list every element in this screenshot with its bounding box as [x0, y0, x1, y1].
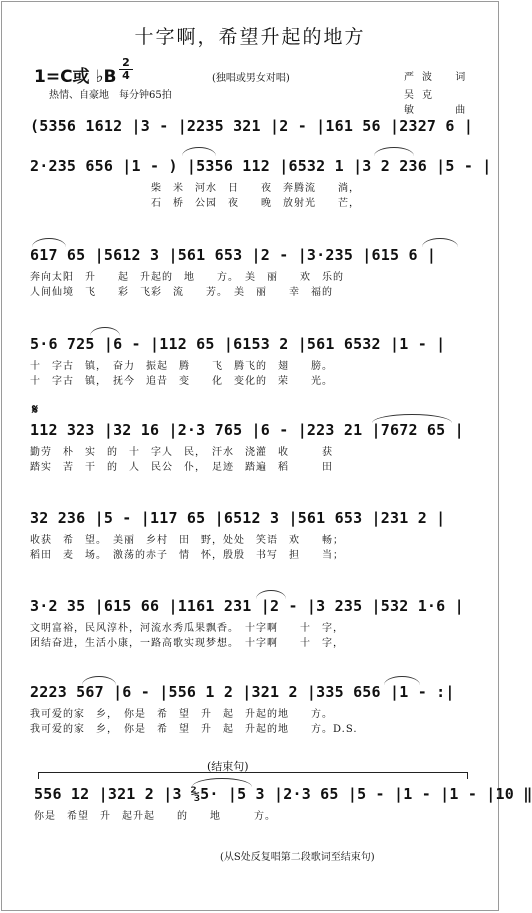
- lyric-line-verse-1: 柴 米 河水 日 夜 奔腾流 淌，: [30, 183, 360, 194]
- music-system-5: [30, 414, 466, 475]
- lyric-line-ending: 你是 希望 升 起升起 的 地 方。: [34, 811, 276, 822]
- lyric-line-verse-2: 人间仙境 飞 彩 飞彩 流 芳。 美 丽 幸 福的: [30, 287, 333, 298]
- lyric-line-verse-1: 我可爱的家 乡， 你是 希 望 升 起 升起的地 方。: [30, 709, 333, 720]
- lyric-line-verse-2: 我可爱的家 乡， 你是 希 望 升 起 升起的地 方。D.S.: [30, 724, 358, 735]
- slur-mark: [374, 147, 414, 156]
- composer-role: 曲: [455, 105, 466, 116]
- time-signature: [119, 58, 133, 81]
- notation-line: 2223 567 |6 - |556 1 2 |321 2 |335 656 |1 - :|: [30, 683, 455, 701]
- performance-note: (独唱或男女对唱): [212, 73, 290, 84]
- segno-sign: 𝄋: [32, 402, 39, 418]
- tempo-marking: 热情、自豪地 每分钟65拍: [49, 90, 172, 101]
- lyric-line-verse-2: 稻田 麦 场。 激荡的赤子 情 怀，殷殷 书写 担 当；: [30, 550, 344, 561]
- music-system-7: [30, 590, 466, 651]
- music-system-8: [30, 676, 466, 737]
- notation-line: 2·235 656 |1 - ) |5356 112 |6532 1 |3 2 236 |5 - |: [30, 157, 492, 175]
- repeat-instruction: (从S处反复唱第二段歌词至结束句): [220, 852, 375, 863]
- lyric-line-verse-1: 勤劳 朴 实 的 十 字人 民， 汗水 浇灌 收 获: [30, 447, 333, 458]
- notation-line: (5356 1612 |3 - |2235 321 |2 - |161 56 |2327 6 |: [30, 117, 474, 135]
- lyric-line-verse-1: 十 字古 镇， 奋力 振起 腾 飞 腾飞的 翅 膀。: [30, 361, 333, 372]
- lyric-line-verse-1: 奔向太阳 升 起 升起的 地 方。 美 丽 欢 乐的: [30, 272, 344, 283]
- lyric-line-verse-2: 团结奋进，生活小康，一路高歌实现梦想。 十字啊 十 字，: [30, 638, 344, 649]
- notation-line: 112 323 |32 16 |2·3 765 |6 - |223 21 |7672 65 |: [30, 421, 464, 439]
- notation-line: 5·6 725 |6 - |112 65 |6153 2 |561 6532 |1 - |: [30, 335, 446, 353]
- lyricist-credit: [404, 68, 465, 83]
- ending-label: (结束句): [207, 760, 249, 773]
- score-sheet: [1, 1, 532, 911]
- notation-line: 32 236 |5 - |117 65 |6512 3 |561 653 |231 2 |: [30, 509, 446, 527]
- music-system-6: [30, 502, 466, 563]
- music-system-1: [30, 110, 474, 141]
- music-system-3: [30, 239, 466, 300]
- key-signature: 1=C或 ♭B: [34, 67, 117, 87]
- song-title: 十字啊，希望升起的地方: [134, 26, 366, 48]
- composer-name: 吴克敏: [404, 90, 440, 116]
- notation-line: 556 12 |321 2 |3 ⅔5· |5 3 |2·3 65 |5 - |1 - |1 - |10 ‖: [34, 785, 532, 803]
- slur-mark: [182, 147, 216, 156]
- music-system-2: [30, 150, 492, 211]
- meter-bottom: 4: [122, 69, 130, 82]
- music-system-4: [30, 328, 466, 389]
- lyric-line-verse-1: 文明富裕，民风淳朴，河流水秀瓜果飘香。 十字啊 十 字，: [30, 623, 344, 634]
- notation-line: 617 65 |5612 3 |561 653 |2 - |3·235 |615 6 |: [30, 246, 437, 264]
- lyric-line-verse-2: 十 字古 镇， 抚今 追昔 变 化 变化的 荣 光。: [30, 376, 333, 387]
- lyric-line-verse-2: 踏实 苦 干 的 人 民公 仆， 足迹 踏遍 稻 田: [30, 462, 333, 473]
- lyricist-role: 词: [455, 72, 466, 83]
- lyricist-name: 严波: [404, 72, 440, 83]
- notation-line: 3·2 35 |615 66 |1161 231 |2 - |3 235 |532 1·6 |: [30, 597, 464, 615]
- meter-top: 2: [122, 56, 130, 69]
- lyric-line-verse-2: 石 桥 公园 夜 晚 放射光 芒，: [30, 198, 360, 209]
- lyric-line-verse-1: 收获 希 望。 美丽 乡村 田 野，处处 笑语 欢 畅；: [30, 535, 344, 546]
